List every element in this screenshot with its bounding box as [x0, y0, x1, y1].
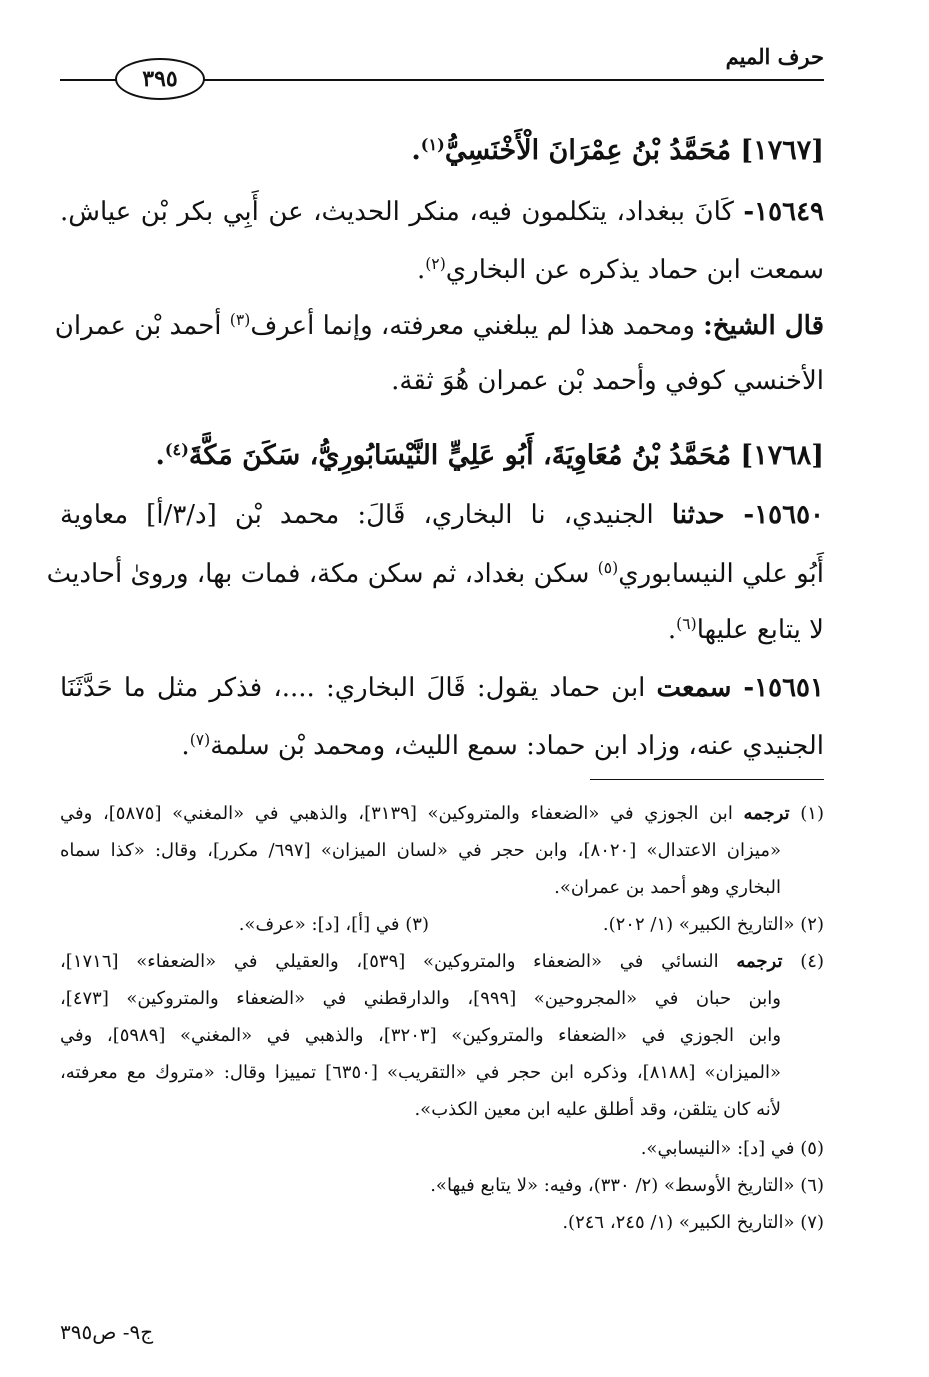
footnote-line — [430, 1175, 824, 1196]
footnote-line — [641, 1138, 824, 1159]
line-text: ومحمد هذا لم يبلغني معرفته، وإنما أعرف — [250, 311, 704, 341]
volume-page-ref: ج٩- ص٣٩٥ — [60, 1320, 154, 1344]
footnote-text: «التاريخ الكبير» (١/ ٢٠٢). — [602, 914, 801, 935]
footnote-text: «التاريخ الأوسط» (٢/ ٣٣٠)، وفيه: «لا يتابع فيها». — [430, 1175, 801, 1196]
footnote-number: (٣) — [405, 914, 429, 935]
lead-word: حدثنا — [671, 500, 744, 530]
line-tail: . — [181, 731, 190, 761]
footnote-ref: (٤) — [164, 440, 189, 459]
footnote-separator — [590, 779, 824, 780]
lead-word: سمعت — [656, 673, 744, 703]
footnote-lead: ترجمه — [736, 951, 783, 972]
line-text: كَانَ ببغداد، يتكلمون فيه، منكر الحديث، عن أَبِي بكر بْن عياش. — [60, 197, 744, 227]
footnote-number: (٤) — [800, 951, 824, 972]
page-number-badge — [115, 58, 205, 100]
footnote-text: ابن الجوزي في «الضعفاء والمتروكين» [٣١٣٩]، والذهبي في «المغني» [٥٨٧٥]، وفي — [60, 803, 744, 824]
footnote-text: في [أ]، [د]: «عرف». — [238, 914, 406, 935]
footnote-text: النسائي في «الضعفاء والمتروكين» [٥٣٩]، والعقيلي في «الضعفاء» [١٧١٦]، — [60, 951, 737, 972]
paragraph-line — [417, 255, 824, 285]
footnote-number: (٥) — [800, 1138, 824, 1159]
footnote-text: وابن حبان في «المجروحين» [٩٩٩]، والدارقطني في «الضعفاء والمتروكين» [٤٧٣]، — [60, 988, 781, 1009]
page-number: ٣٩٥ — [142, 66, 178, 92]
entry-heading-1767 — [411, 135, 824, 166]
line-tail: . — [667, 615, 677, 645]
heading-end: . — [155, 440, 165, 471]
line-text: الجنيدي، نا البخاري، قَالَ: محمد بْن [د/٣/أ] معاوية — [60, 500, 672, 530]
footnote-number: (٢) — [800, 914, 824, 935]
footnote-text: «ميزان الاعتدال» [٨٠٢٠]، وابن حجر في «لسان الميزان» [٦٩٧/ مكرر]، وقال: «كذا سماه — [60, 840, 781, 861]
running-head: حرف الميم — [725, 44, 824, 69]
footnote-ref: (٣) — [229, 311, 251, 329]
line-text: الأخنسي كوفي وأحمد بْن عمران هُوَ ثقة. — [391, 366, 824, 396]
footnote-text: «الميزان» [٨١٨٨]، وذكره ابن حجر في «التقريب» [٦٣٥٠] تمييزا وقال: «متروك مع معرفته، — [60, 1062, 781, 1083]
paragraph-line — [60, 673, 824, 703]
line-text: ابن حماد يقول: قَالَ البخاري: ....، فذكر مثل ما حَدَّثَنَا — [60, 673, 657, 703]
line-text: لا يتابع عليها — [696, 615, 824, 645]
footnote-ref: (٦) — [676, 615, 697, 633]
paragraph-line — [60, 197, 824, 227]
paragraph-line — [181, 731, 824, 761]
footnote-text: «التاريخ الكبير» (١/ ٢٤٥، ٢٤٦). — [562, 1212, 801, 1233]
footnote-line — [60, 951, 824, 972]
footnote-ref: (١) — [420, 135, 445, 154]
line-text: الجنيدي عنه، وزاد ابن حماد: سمع الليث، ومحمد بْن سلمة — [210, 731, 824, 761]
footnote-number: (٦) — [800, 1175, 824, 1196]
paragraph-line — [668, 615, 824, 645]
footnote-text: وابن الجوزي في «الضعفاء والمتروكين» [٣٢٠٣]، والذهبي في «المغني» [٥٩٨٩]، وفي — [60, 1025, 782, 1046]
line-text: سمعت ابن حماد يذكره عن البخاري — [445, 255, 824, 285]
footnote-line — [60, 1025, 781, 1046]
narration-number: ١٥٦٥٠- — [743, 500, 825, 530]
narration-number: ١٥٦٥١- — [743, 673, 824, 703]
footnote-line — [239, 914, 429, 935]
paragraph-line — [391, 366, 824, 396]
paragraph-line — [54, 311, 824, 341]
footnote-line — [60, 988, 781, 1009]
entry-heading-1768 — [155, 440, 824, 471]
entry-heading-text: [١٧٦٧] مُحَمَّدُ بْنُ عِمْرَانَ الْأَخْنَسِيُّ — [444, 135, 824, 166]
paragraph-line — [60, 500, 824, 530]
footnote-line — [603, 914, 824, 935]
footnote-line — [60, 840, 781, 861]
footnote-number: (٧) — [800, 1212, 824, 1233]
line-tail: . — [416, 255, 426, 285]
footnote-text: في [د]: «النيسابي». — [640, 1138, 801, 1159]
line-tail: سكن بغداد، ثم سكن مكة، فمات بها، وروىٰ أحاديث — [46, 559, 598, 589]
line-tail: أحمد بْن عمران — [54, 311, 230, 341]
paragraph-line — [46, 559, 824, 589]
footnote-ref: (٧) — [189, 731, 211, 749]
footnote-line — [414, 1099, 781, 1120]
footnote-line — [554, 877, 781, 898]
footnote-lead: ترجمه — [743, 803, 790, 824]
footnote-text: لأنه كان يتلقن، وقد أطلق عليه ابن معين الكذب». — [414, 1099, 781, 1120]
footnote-ref: (٥) — [597, 559, 619, 577]
lead-word: قال الشيخ: — [703, 311, 824, 341]
entry-heading-text: [١٧٦٨] مُحَمَّدُ بْنُ مُعَاوِيَةَ، أَبُو عَلِيٍّ النَّيْسَابُورِيُّ، سَكَنَ مَكَّةَ — [188, 440, 824, 471]
line-text: أَبُو علي النيسابوري — [618, 559, 824, 589]
footnote-ref: (٢) — [425, 255, 446, 273]
footnote-text: البخاري وهو أحمد بن عمران». — [554, 877, 781, 898]
footnote-line — [60, 803, 824, 824]
footnote-line — [562, 1212, 824, 1233]
footnote-number: (١) — [800, 803, 824, 824]
heading-end: . — [411, 135, 421, 166]
footnote-line — [60, 1062, 781, 1083]
narration-number: ١٥٦٤٩- — [743, 197, 824, 227]
